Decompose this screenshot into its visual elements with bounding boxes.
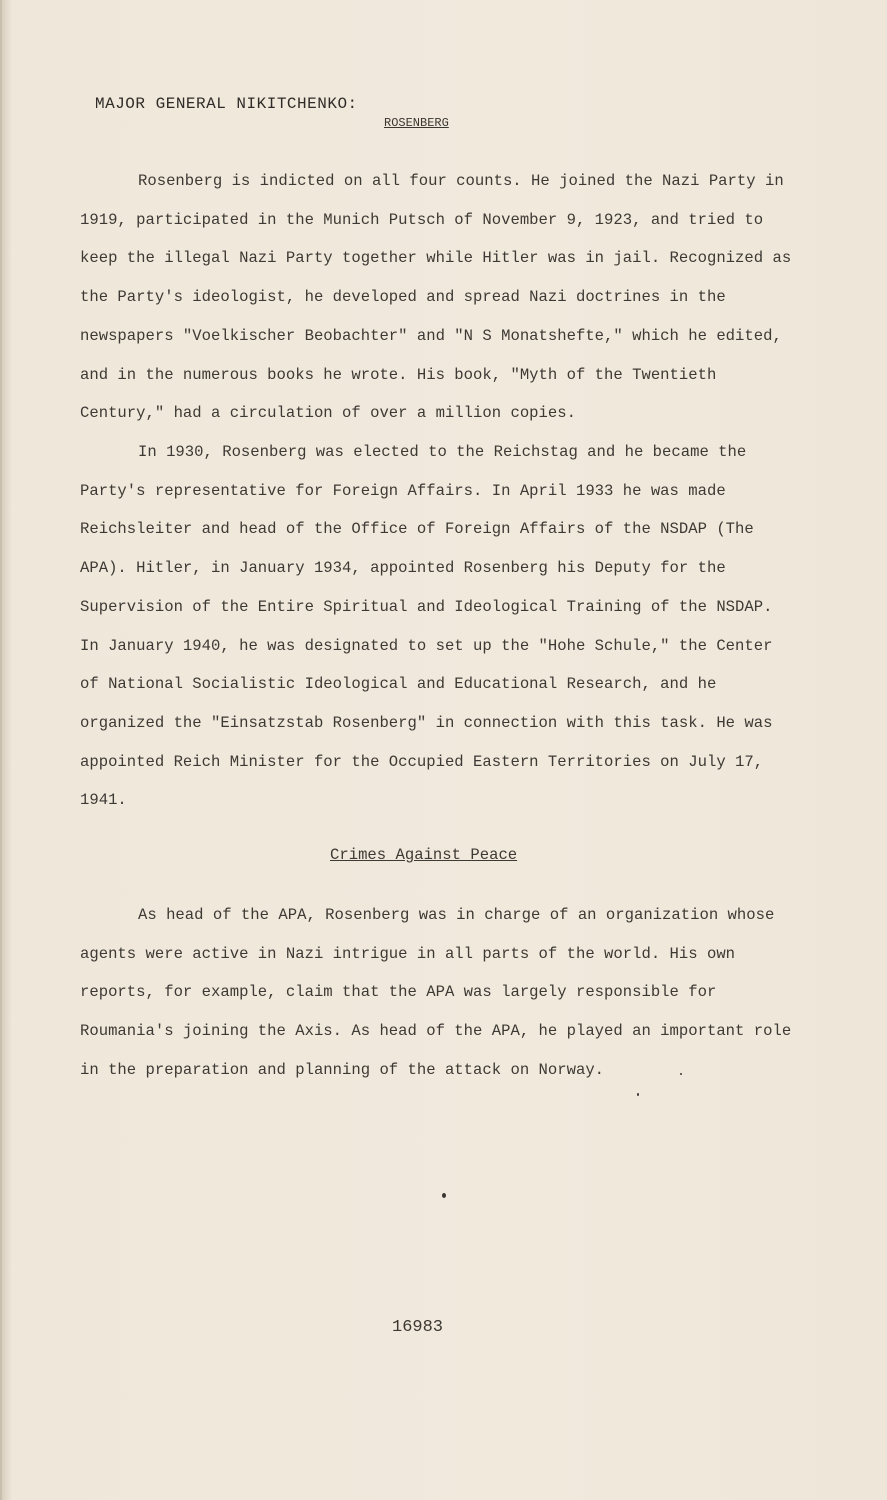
speaker-heading: MAJOR GENERAL NIKITCHENKO: xyxy=(95,95,358,113)
ink-speck xyxy=(680,1073,682,1075)
page-number: 16983 xyxy=(392,1318,444,1337)
paragraph-3 xyxy=(80,896,792,1090)
ink-speck xyxy=(442,1193,446,1198)
subject-heading: ROSENBERG xyxy=(384,116,449,130)
ink-speck xyxy=(637,1093,639,1096)
paragraph-1-text: Rosenberg is indicted on all four counts. He joined the Nazi Party in 1919, participated in the Munich Putsch of November 9, 1923, and tried to keep the illegal Nazi Party together while Hitler was in jail. Recognized as the Party's ideologist, he developed and spread Nazi doctrines in the newspapers "Voelkischer Beobachter" and "N S Monatshefte," which he edited, and in the numerous books he wrote. His book, "Myth of the Twentieth Century," had a circulation of over a million copies. xyxy=(80,172,792,423)
paragraph-2 xyxy=(80,433,792,820)
paragraph-2-text: In 1930, Rosenberg was elected to the Reichstag and he became the Party's representative for Foreign Affairs. In April 1933 he was made Reichsleiter and head of the Office of Foreign Affairs of the NSDAP (The APA). Hitler, in January 1934, appointed Rosenberg his Deputy for the Supervision of the Entire Spiritual and Ideological Training of the NSDAP. In January 1940, he was designated to set up the "Hohe Schule," the Center of National Socialistic Ideological and Educational Research, and he organized the "Einsatzstab Rosenberg" in connection with this task. He was appointed Reich Minister for the Occupied Eastern Territories on July 17, 1941. xyxy=(80,443,773,810)
paragraph-1 xyxy=(80,162,792,433)
paragraph-3-text: As head of the APA, Rosenberg was in charge of an organization whose agents were active in Nazi intrigue in all parts of the world. His own reports, for example, claim that the APA was largely responsible for Roumania's joining the Axis. As head of the APA, he played an important role in the preparation and planning of the attack on Norway. xyxy=(80,906,792,1079)
section-title: Crimes Against Peace xyxy=(330,846,518,864)
